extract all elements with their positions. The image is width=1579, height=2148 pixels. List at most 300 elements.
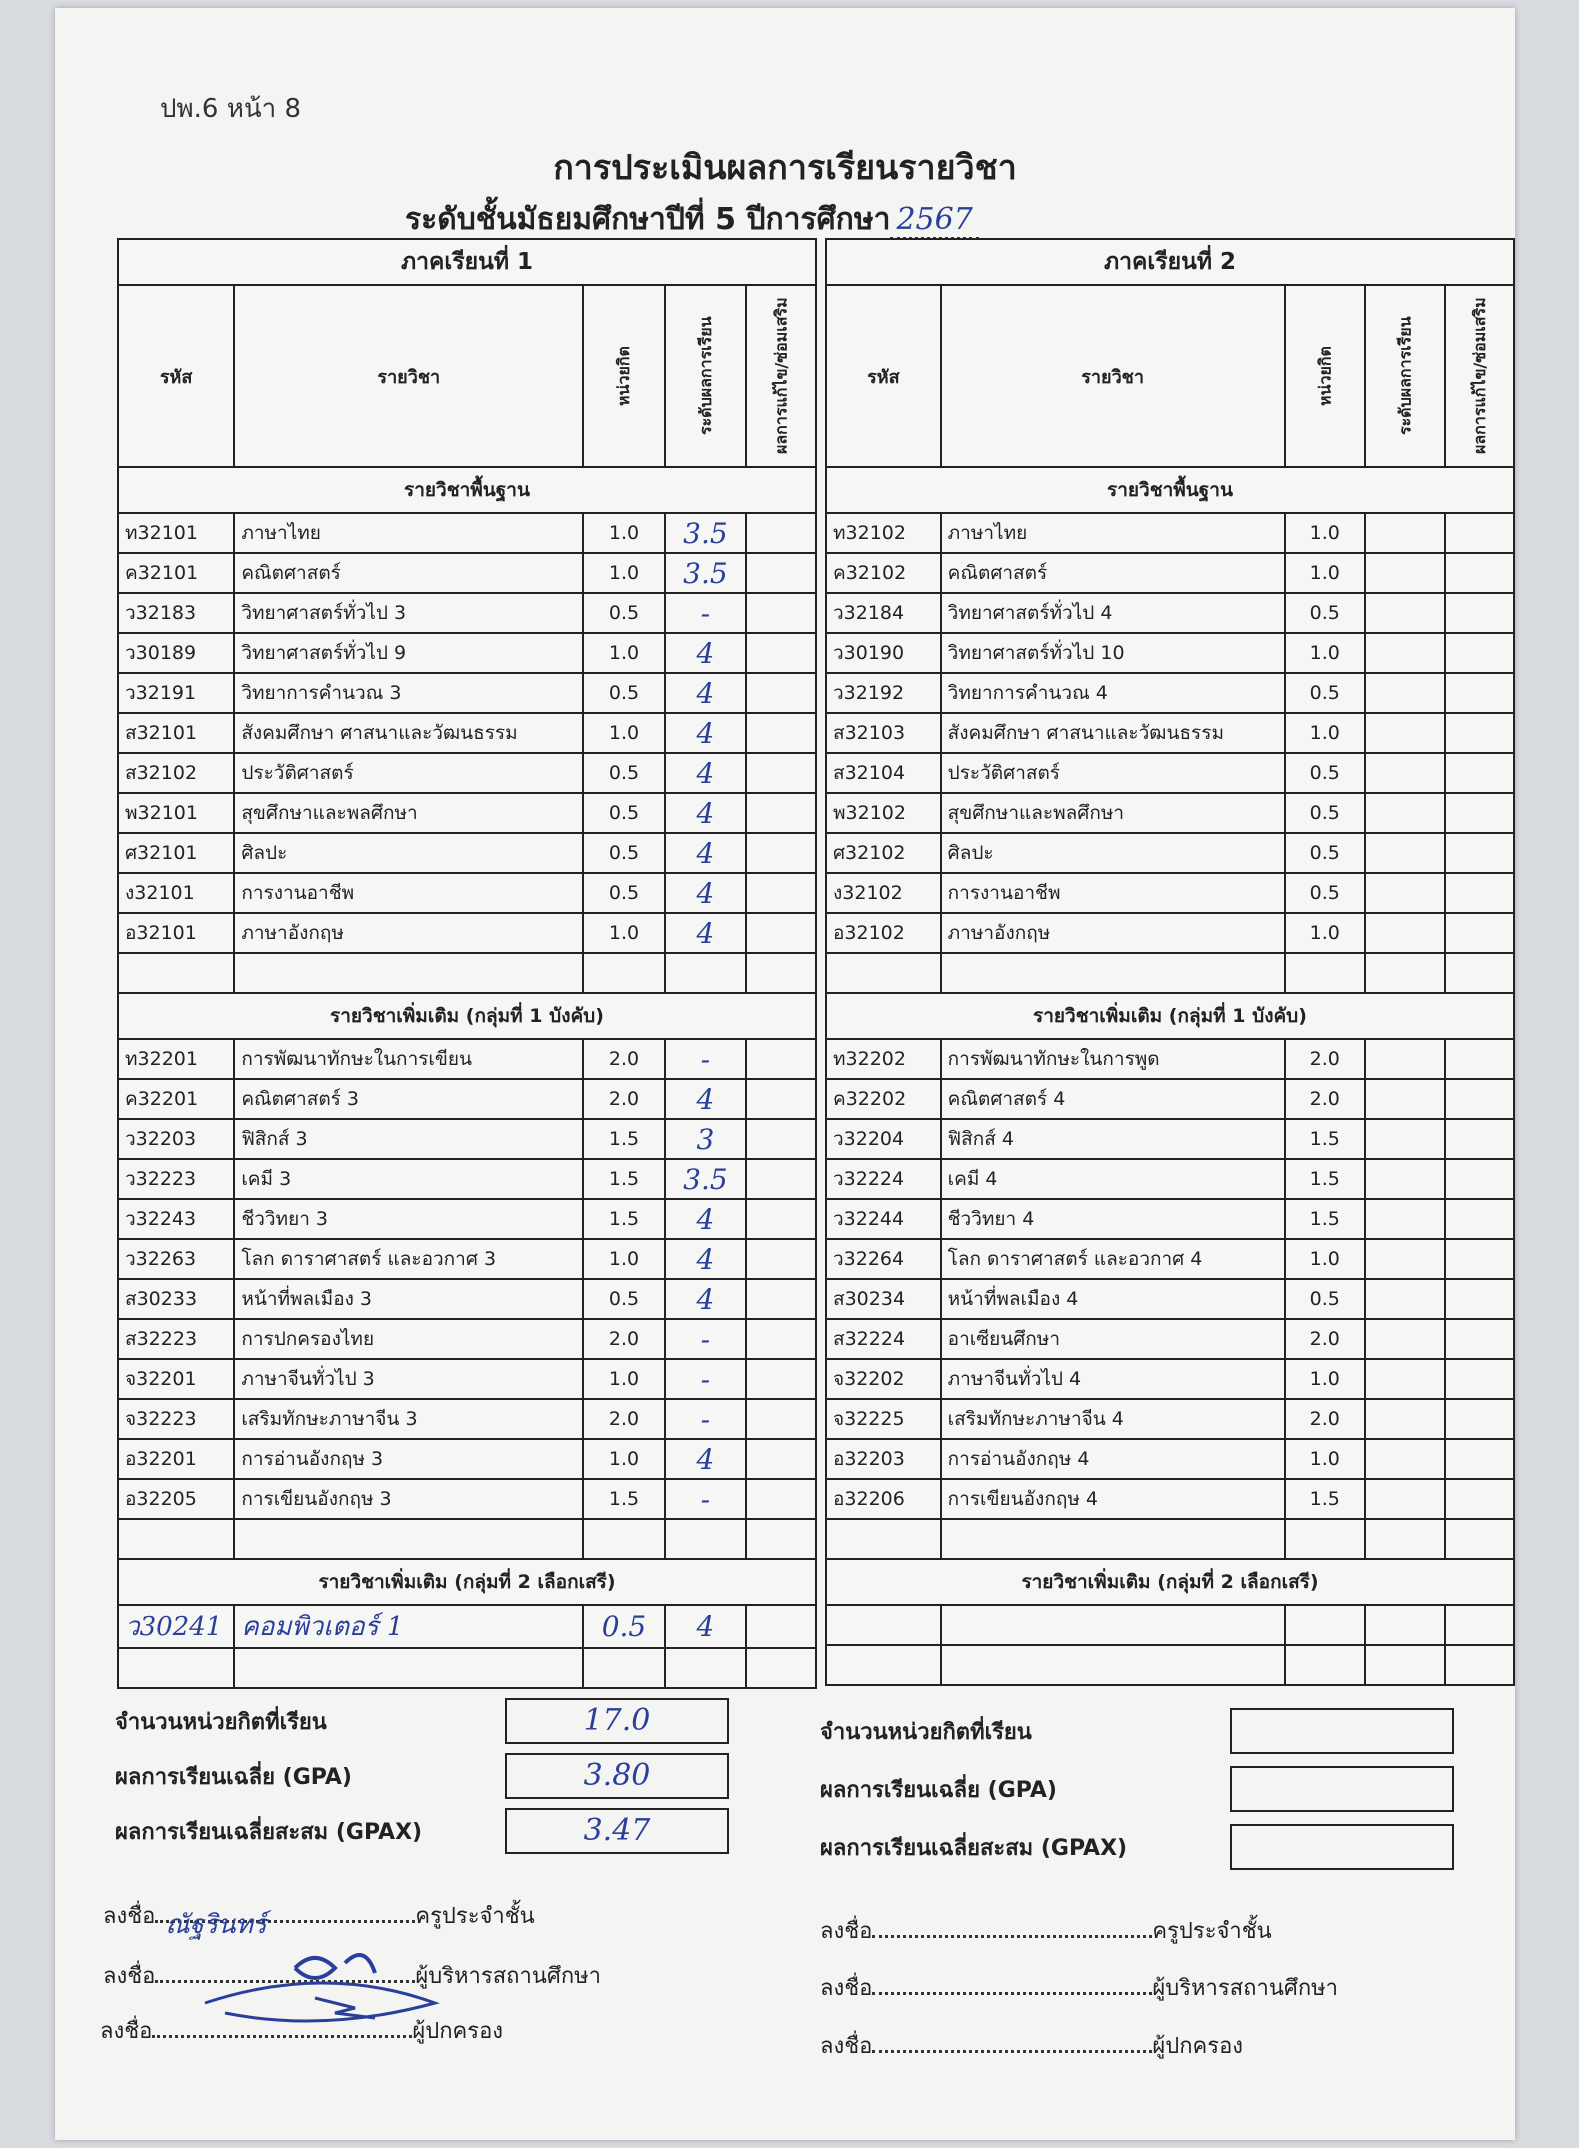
empty-row [118,953,816,993]
code-cell: อ32101 [118,913,234,953]
grade-cell [1365,1439,1445,1479]
remedial-cell [1445,1399,1514,1439]
grade-cell: 4 [665,833,746,873]
grade-cell [1365,633,1445,673]
grade-cell: 4 [665,713,746,753]
grade-cell: - [665,1359,746,1399]
empty-row [118,1519,816,1559]
table-row [118,1399,816,1439]
credit-cell: 0.5 [1285,833,1365,873]
table-row [826,593,1514,633]
grade-cell: 3.5 [665,513,746,553]
code-cell: ท32101 [118,513,234,553]
remedial-cell [746,1439,816,1479]
sem2-gpax-row [820,1824,1454,1870]
code-cell: พ32102 [826,793,941,833]
remedial-cell [1445,1279,1514,1319]
sem2-gpa-value [1230,1766,1454,1812]
code-cell: ท32102 [826,513,941,553]
sem1-gpax-value: 3.47 [505,1808,729,1854]
academic-year: 2567 [890,202,978,240]
col-credit: หน่วยกิต [1285,285,1365,467]
remedial-cell [746,1159,816,1199]
remedial-cell [1445,1439,1514,1479]
code-cell: จ32223 [118,1399,234,1439]
subject-cell: การพัฒนาทักษะในการพูด [941,1039,1285,1079]
grade-cell: 4 [665,1439,746,1479]
code-cell: อ32201 [118,1439,234,1479]
form-code: ปพ.6 หน้า 8 [160,94,302,124]
sign-label: ลงชื่อ [103,1964,156,1989]
sign-role: ผู้ปกครอง [1152,2034,1244,2059]
table-row [826,1079,1514,1119]
code-cell: ศ32102 [826,833,941,873]
subject-cell: การเขียนอังกฤษ 3 [234,1479,583,1519]
subject-cell: สุขศึกษาและพลศึกษา [941,793,1285,833]
sign-role: ครูประจำชั้น [415,1904,535,1929]
sem1-gpax-row [115,1808,729,1854]
subject-cell: โลก ดาราศาสตร์ และอวกาศ 3 [234,1239,583,1279]
code-cell: ค32202 [826,1079,941,1119]
sem1-credits-row [115,1698,729,1744]
credit-cell: 1.0 [1285,1439,1365,1479]
subject-cell: การอ่านอังกฤษ 4 [941,1439,1285,1479]
grade-cell [1365,713,1445,753]
grade-cell: 4 [665,1199,746,1239]
code-cell: ส32101 [118,713,234,753]
remedial-cell [746,1199,816,1239]
grade-cell: 4 [665,793,746,833]
credit-cell: 2.0 [1285,1079,1365,1119]
sem1-gpa-row [115,1753,729,1799]
remedial-cell [1445,1239,1514,1279]
code-cell: จ32201 [118,1359,234,1399]
grade-cell: - [665,1479,746,1519]
gpax-label: ผลการเรียนเฉลี่ยสะสม (GPAX) [115,1819,423,1845]
remedial-cell [1445,1159,1514,1199]
code-cell: ค32101 [118,553,234,593]
table-row [118,793,816,833]
table-row [118,1439,816,1479]
grade-cell: 4 [665,1239,746,1279]
code-cell: ว32263 [118,1239,234,1279]
credit-cell: 0.5 [583,673,664,713]
remedial-cell [746,873,816,913]
table-row [118,1359,816,1399]
grade-cell: 4 [665,873,746,913]
subject-cell: เสริมทักษะภาษาจีน 3 [234,1399,583,1439]
code-cell: ว32204 [826,1119,941,1159]
table-row [826,513,1514,553]
sem2-gpax-value [1230,1824,1454,1870]
table-row [826,673,1514,713]
remedial-cell [1445,793,1514,833]
table-row [118,873,816,913]
table-row [826,1279,1514,1319]
remedial-cell [1445,1039,1514,1079]
subject-cell: ภาษาอังกฤษ [941,913,1285,953]
credit-cell: 1.0 [583,713,664,753]
credit-cell: 1.5 [1285,1199,1365,1239]
col-subject: รายวิชา [234,285,583,467]
code-cell: อ32205 [118,1479,234,1519]
remedial-cell [746,593,816,633]
credit-cell: 1.0 [1285,513,1365,553]
grade-cell: 4 [665,913,746,953]
subject-cell: ประวัติศาสตร์ [234,753,583,793]
remedial-cell [1445,913,1514,953]
credit-cell: 1.0 [1285,1359,1365,1399]
credit-cell: 1.0 [583,913,664,953]
credit-cell: 0.5 [1285,1279,1365,1319]
grade-cell: 3.5 [665,1159,746,1199]
section-basic: รายวิชาพื้นฐาน [826,467,1514,513]
table-row [118,913,816,953]
code-cell: อ32203 [826,1439,941,1479]
grade-cell [1365,1119,1445,1159]
credits-label: จำนวนหน่วยกิตที่เรียน [115,1709,327,1735]
subject-cell: วิทยาการคำนวณ 3 [234,673,583,713]
empty-row [826,1645,1514,1685]
table-row [118,593,816,633]
subject-cell: ภาษาจีนทั่วไป 3 [234,1359,583,1399]
subject-cell: ภาษาอังกฤษ [234,913,583,953]
grade-cell: 3 [665,1119,746,1159]
grade-cell [1365,673,1445,713]
code-cell: ว32243 [118,1199,234,1239]
credit-cell: 0.5 [583,793,664,833]
remedial-cell [746,1319,816,1359]
credit-cell: 0.5 [583,833,664,873]
semester-1-title: ภาคเรียนที่ 1 [118,239,816,285]
grade-cell [1365,1319,1445,1359]
grade-cell [1365,593,1445,633]
grade-cell: 4 [665,1605,746,1648]
subject-cell: คอมพิวเตอร์ 1 [234,1605,583,1648]
table-row [118,1239,816,1279]
semester-2-title: ภาคเรียนที่ 2 [826,239,1514,285]
subject-cell: การปกครองไทย [234,1319,583,1359]
table-row [118,1479,816,1519]
grade-cell [1365,1079,1445,1119]
table-row [118,833,816,873]
remedial-cell [1445,553,1514,593]
remedial-cell [746,913,816,953]
col-code: รหัส [118,285,234,467]
subject-cell: ประวัติศาสตร์ [941,753,1285,793]
grade-cell [1365,833,1445,873]
table-row [118,1159,816,1199]
subject-cell: ชีววิทยา 4 [941,1199,1285,1239]
remedial-cell [746,793,816,833]
subject-cell: การงานอาชีพ [234,873,583,913]
subject-cell: ฟิสิกส์ 4 [941,1119,1285,1159]
remedial-cell [746,633,816,673]
subject-cell: สังคมศึกษา ศาสนาและวัฒนธรรม [234,713,583,753]
col-subject: รายวิชา [941,285,1285,467]
code-cell: ส32104 [826,753,941,793]
table-row [118,553,816,593]
grade-cell [1365,553,1445,593]
credit-cell: 1.0 [583,553,664,593]
table-row [826,1359,1514,1399]
credit-cell: 0.5 [1285,753,1365,793]
sign-role: ผู้บริหารสถานศึกษา [1152,1976,1338,2001]
code-cell: ส32102 [118,753,234,793]
credit-cell: 2.0 [1285,1399,1365,1439]
table-row [118,1119,816,1159]
subject-cell: อาเซียนศึกษา [941,1319,1285,1359]
remedial-cell [746,553,816,593]
gpa-label: ผลการเรียนเฉลี่ย (GPA) [820,1777,1057,1803]
semester-1-body [118,467,816,1688]
table-row [118,513,816,553]
teacher-signature: ณัฐรินทร์ [165,1910,267,1940]
remedial-cell [1445,753,1514,793]
gpax-label: ผลการเรียนเฉลี่ยสะสม (GPAX) [820,1835,1128,1861]
table-row [118,1319,816,1359]
code-cell: ส32103 [826,713,941,753]
remedial-cell [1445,513,1514,553]
sign-role: ครูประจำชั้น [1152,1919,1272,1944]
code-cell: ส32223 [118,1319,234,1359]
code-cell: ท32201 [118,1039,234,1079]
credit-cell: 1.0 [1285,553,1365,593]
subject-cell: เสริมทักษะภาษาจีน 4 [941,1399,1285,1439]
subject-cell: การงานอาชีพ [941,873,1285,913]
subject-cell: การอ่านอังกฤษ 3 [234,1439,583,1479]
remedial-cell [746,1079,816,1119]
grade-cell: 4 [665,1079,746,1119]
remedial-cell [1445,1479,1514,1519]
remedial-cell [1445,673,1514,713]
section-elective-1: รายวิชาเพิ่มเติม (กลุ่มที่ 1 บังคับ) [826,993,1514,1039]
credit-cell: 0.5 [1285,673,1365,713]
page-subtitle [405,196,979,243]
remedial-cell [746,753,816,793]
grade-cell: - [665,1399,746,1439]
code-cell: ค32102 [826,553,941,593]
grade-cell [1365,1279,1445,1319]
credit-cell: 1.0 [583,1359,664,1399]
code-cell: ง32102 [826,873,941,913]
remedial-cell [746,833,816,873]
grade-cell [1365,913,1445,953]
table-row [826,1399,1514,1439]
credit-cell: 1.5 [583,1159,664,1199]
grade-cell: 4 [665,673,746,713]
code-cell: ว32223 [118,1159,234,1199]
code-cell: ว32191 [118,673,234,713]
col-code: รหัส [826,285,941,467]
code-cell: อ32102 [826,913,941,953]
subject-cell: โลก ดาราศาสตร์ และอวกาศ 4 [941,1239,1285,1279]
subject-cell: วิทยาศาสตร์ทั่วไป 3 [234,593,583,633]
signature-line [872,2050,1152,2053]
credit-cell: 1.0 [583,1439,664,1479]
table-row [118,1605,816,1648]
remedial-cell [746,1279,816,1319]
credit-cell: 1.0 [1285,913,1365,953]
code-cell: ว32192 [826,673,941,713]
subject-cell: คณิตศาสตร์ [234,553,583,593]
col-credit: หน่วยกิต [583,285,664,467]
remedial-cell [1445,1079,1514,1119]
remedial-cell [1445,1199,1514,1239]
remedial-cell [1445,833,1514,873]
credit-cell: 2.0 [583,1079,664,1119]
subject-cell: ศิลปะ [234,833,583,873]
subject-cell: วิทยาศาสตร์ทั่วไป 9 [234,633,583,673]
grade-cell [1365,1239,1445,1279]
table-row [826,1479,1514,1519]
sem1-credits-value: 17.0 [505,1698,729,1744]
table-row [118,1079,816,1119]
section-elective-1: รายวิชาเพิ่มเติม (กลุ่มที่ 1 บังคับ) [118,993,816,1039]
subject-cell: คณิตศาสตร์ 4 [941,1079,1285,1119]
sign-role: ผู้บริหารสถานศึกษา [415,1964,601,1989]
subject-cell: หน้าที่พลเมือง 4 [941,1279,1285,1319]
credit-cell: 1.5 [1285,1119,1365,1159]
credit-cell: 2.0 [583,1399,664,1439]
subject-cell: ภาษาไทย [941,513,1285,553]
col-remedial: ผลการแก้ไข/ซ่อมเสริม [746,285,816,467]
credit-cell: 1.0 [1285,1239,1365,1279]
subject-cell: หน้าที่พลเมือง 3 [234,1279,583,1319]
credit-cell: 1.0 [583,513,664,553]
credit-cell: 0.5 [583,1605,664,1648]
subject-cell: คณิตศาสตร์ [941,553,1285,593]
remedial-cell [746,1239,816,1279]
sign-role: ผู้ปกครอง [412,2019,504,2044]
code-cell: ศ32101 [118,833,234,873]
table-row [826,633,1514,673]
credit-cell: 1.0 [583,633,664,673]
sign-label: ลงชื่อ [820,1919,873,1944]
credit-cell: 0.5 [583,593,664,633]
code-cell: ว32183 [118,593,234,633]
sign-label: ลงชื่อ [820,2034,873,2059]
empty-row [826,953,1514,993]
credit-cell: 1.0 [1285,713,1365,753]
subject-cell: ชีววิทยา 3 [234,1199,583,1239]
code-cell: ว32264 [826,1239,941,1279]
grade-cell [1365,1039,1445,1079]
table-row [826,553,1514,593]
sign-label: ลงชื่อ [820,1976,873,2001]
table-row [826,1439,1514,1479]
remedial-cell [746,513,816,553]
subtitle-prefix: ระดับชั้นมัธยมศึกษาปีที่ 5 ปีการศึกษา [405,202,891,237]
table-row [826,713,1514,753]
sign-label: ลงชื่อ [103,1904,156,1929]
handwritten-signatures [195,1938,475,2038]
grade-cell [1365,1479,1445,1519]
table-row [826,833,1514,873]
credit-cell: 0.5 [1285,873,1365,913]
remedial-cell [1445,1359,1514,1399]
remedial-cell [746,1605,816,1648]
credit-cell: 1.0 [583,1239,664,1279]
credit-cell: 0.5 [583,753,664,793]
subject-cell: ศิลปะ [941,833,1285,873]
code-cell: ท32202 [826,1039,941,1079]
grade-cell [1365,753,1445,793]
sem2-credits-row [820,1708,1454,1754]
code-cell: ว32244 [826,1199,941,1239]
credits-label: จำนวนหน่วยกิตที่เรียน [820,1719,1032,1745]
table-row [826,1319,1514,1359]
table-row [826,1239,1514,1279]
table-row [826,913,1514,953]
table-row [118,633,816,673]
code-cell: ง32101 [118,873,234,913]
remedial-cell [746,1479,816,1519]
credit-cell: 2.0 [583,1319,664,1359]
grade-cell [1365,1359,1445,1399]
credit-cell: 1.5 [1285,1159,1365,1199]
remedial-cell [1445,1319,1514,1359]
table-row [826,1119,1514,1159]
section-elective-2: รายวิชาเพิ่มเติม (กลุ่มที่ 2 เลือกเสรี) [826,1559,1514,1605]
table-row [826,793,1514,833]
table-row [826,873,1514,913]
code-cell: จ32202 [826,1359,941,1399]
table-row [118,753,816,793]
table-row [826,1199,1514,1239]
credit-cell: 0.5 [583,873,664,913]
credit-cell: 2.0 [583,1039,664,1079]
remedial-cell [746,1119,816,1159]
grade-cell: 4 [665,1279,746,1319]
sem2-sign-parent [820,2028,1243,2063]
table-row [826,753,1514,793]
table-row [118,1199,816,1239]
credit-cell: 1.5 [583,1199,664,1239]
section-elective-2: รายวิชาเพิ่มเติม (กลุ่มที่ 2 เลือกเสรี) [118,1559,816,1605]
grade-cell [1365,1199,1445,1239]
grade-cell [1365,1399,1445,1439]
subject-cell: วิทยาการคำนวณ 4 [941,673,1285,713]
sem1-gpa-value: 3.80 [505,1753,729,1799]
subject-cell: คณิตศาสตร์ 3 [234,1079,583,1119]
code-cell: ส30234 [826,1279,941,1319]
subject-cell: วิทยาศาสตร์ทั่วไป 10 [941,633,1285,673]
sem2-sign-teacher [820,1913,1272,1948]
sem2-sign-director [820,1970,1338,2005]
sem1-sign-teacher [103,1898,535,1940]
semester-2-table [825,238,1515,1686]
remedial-cell [746,1399,816,1439]
grade-cell [1365,1159,1445,1199]
table-row [118,673,816,713]
table-row [118,1279,816,1319]
code-cell: ส32224 [826,1319,941,1359]
empty-row [118,1648,816,1688]
signature-line [155,1910,415,1940]
grade-cell: 3.5 [665,553,746,593]
code-cell: ว30241 [118,1605,234,1648]
sem2-credits-value [1230,1708,1454,1754]
subject-cell: วิทยาศาสตร์ทั่วไป 4 [941,593,1285,633]
code-cell: ว32203 [118,1119,234,1159]
gpa-label: ผลการเรียนเฉลี่ย (GPA) [115,1764,352,1790]
table-row [826,1039,1514,1079]
credit-cell: 1.0 [1285,633,1365,673]
remedial-cell [746,713,816,753]
grade-cell: 4 [665,633,746,673]
remedial-cell [746,673,816,713]
